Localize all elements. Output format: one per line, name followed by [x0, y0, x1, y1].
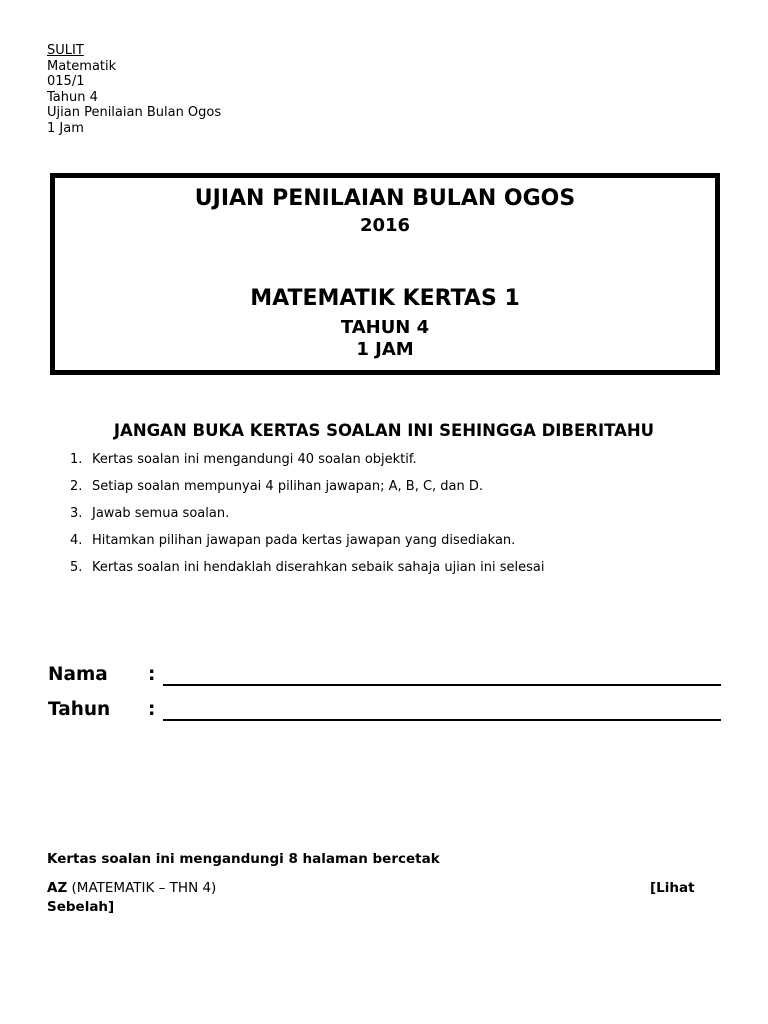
header-duration: 1 Jam: [47, 120, 84, 136]
footer-see-next-cont: Sebelah]: [47, 899, 115, 915]
instruction-text: Setiap soalan mempunyai 4 pilihan jawapan; A, B, C, dan D.: [92, 479, 484, 494]
instruction-item: [70, 531, 544, 558]
instruction-number: 1.: [70, 452, 83, 467]
instruction-number: 3.: [70, 506, 83, 521]
footer-code: AZ: [47, 880, 68, 896]
footer-see-next: [Lihat: [650, 880, 695, 896]
name-field-row: [48, 664, 728, 690]
warning-heading: JANGAN BUKA KERTAS SOALAN INI SEHINGGA DIBERITAHU: [113, 421, 655, 440]
instruction-text: Kertas soalan ini hendaklah diserahkan sebaik sahaja ujian ini selesai: [92, 560, 545, 575]
instruction-item: [70, 477, 544, 504]
instruction-item: [70, 558, 544, 585]
instruction-number: 5.: [70, 560, 83, 575]
instruction-number: 2.: [70, 479, 83, 494]
instructions-list: [70, 450, 544, 585]
footer-left: [47, 880, 216, 896]
name-blank-line[interactable]: [163, 684, 721, 686]
title-box: [50, 173, 720, 375]
name-colon: :: [148, 664, 156, 685]
name-label: Nama: [48, 664, 108, 685]
year-label: Tahun: [48, 699, 111, 720]
exam-title: UJIAN PENILAIAN BULAN OGOS: [194, 186, 576, 211]
instruction-item: [70, 450, 544, 477]
header-year: Tahun 4: [47, 89, 98, 105]
sulit-label: SULIT: [47, 43, 84, 58]
header-code: 015/1: [47, 74, 85, 89]
footer-subject: (MATEMATIK – THN 4): [67, 880, 217, 896]
instruction-text: Kertas soalan ini mengandungi 40 soalan objektif.: [92, 452, 417, 467]
document-header: [47, 43, 221, 136]
exam-year: 2016: [359, 215, 411, 236]
instruction-item: [70, 504, 544, 531]
paper-title: MATEMATIK KERTAS 1: [250, 286, 520, 311]
duration-label: 1 JAM: [356, 339, 414, 360]
year-field-row: [48, 699, 728, 725]
grade-label: TAHUN 4: [340, 317, 430, 338]
pages-note: Kertas soalan ini mengandungi 8 halaman bercetak: [47, 851, 440, 867]
header-subject: Matematik: [47, 58, 117, 74]
year-colon: :: [148, 699, 156, 720]
instruction-number: 4.: [70, 533, 83, 548]
header-exam: Ujian Penilaian Bulan Ogos: [47, 105, 222, 120]
instruction-text: Hitamkan pilihan jawapan pada kertas jawapan yang disediakan.: [92, 533, 516, 548]
year-blank-line[interactable]: [163, 719, 721, 721]
instruction-text: Jawab semua soalan.: [92, 506, 230, 521]
